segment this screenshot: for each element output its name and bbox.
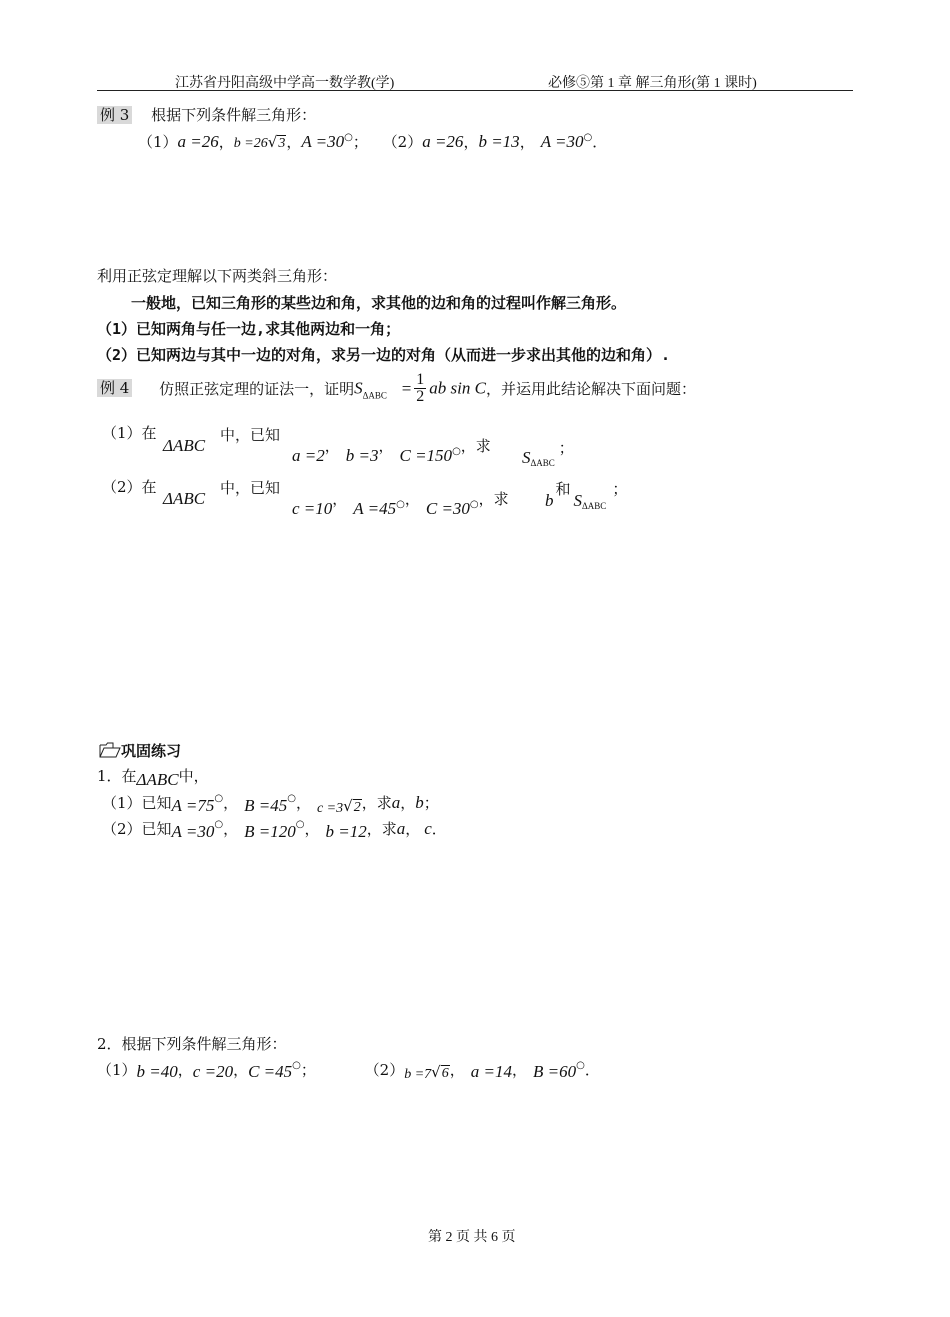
fraction-numerator: 1 (416, 371, 425, 388)
degree-icon: ○ (295, 819, 305, 830)
page-number: 第 2 页 共 6 页 (428, 1230, 516, 1245)
example4-q1-given: 中，已知 (220, 426, 281, 444)
example4-q1-S: S (522, 448, 531, 467)
example4-S-sub: ΔABC (362, 390, 387, 401)
example4-formula-rest: ab sin C (429, 378, 486, 398)
example4-q2-triangle: ΔABC (163, 489, 206, 508)
practice-ex1-p1-find: ，求 (361, 794, 392, 812)
degree-icon: ○ (576, 1060, 585, 1071)
example4-q2-A: A =45 (353, 499, 397, 518)
practice-ex1-tail: 中， (178, 767, 209, 785)
practice-ex2-p1-c: c =20 (192, 1062, 234, 1081)
practice-ex1-p1-t1: a (391, 793, 401, 812)
practice-ex2-prompt: 2．根据下列条件解三角形： (97, 1035, 287, 1053)
example4-q1-b: b =3 (345, 446, 379, 465)
practice-ex1-lead: 1．在 (97, 767, 137, 785)
example4-tag: 例 4 (97, 379, 132, 397)
example4-q2-values: c =10， A =45○， C =30○，求 (292, 490, 509, 518)
example4-q2-and: 和 (555, 480, 571, 498)
practice-ex2-p2-a: a =14 (470, 1062, 512, 1081)
example3-p1-label: （1） (138, 133, 178, 151)
degree-icon: ○ (344, 132, 353, 143)
practice-ex1-p1-label: （1）已知 (102, 794, 172, 812)
practice-ex1-p2-find: ，求 (366, 820, 397, 838)
practice-ex1-p1-c-root: 2 (353, 800, 361, 815)
example4-q1-S-sub: ΔABC (530, 458, 555, 468)
example4-prompt-before: 仿照正弦定理的证法一，证明 (159, 380, 355, 398)
example4-q2-S-sub: ΔABC (582, 501, 607, 511)
sine-law-case2: （2）已知两边与其中一边的对角，求另一边的对角（从而进一步求出其他的边和角）. (97, 346, 671, 364)
example4-q1-triangle: ΔABC (163, 436, 206, 455)
example4-S: S (354, 378, 363, 398)
practice-ex2-p1-b: b =40 (136, 1062, 178, 1081)
practice-ex2-p2-b: b =7 (404, 1067, 432, 1082)
practice-ex1-p1-A: A =75 (171, 796, 215, 815)
degree-icon: ○ (469, 499, 479, 510)
example3-heading (97, 104, 316, 125)
practice-ex1-p2-A: A =30 (171, 822, 215, 841)
practice-ex1-triangle: ΔABC (136, 770, 179, 789)
example4-q1-values: a =2， b =3， C =150○，求 (292, 437, 491, 465)
practice-ex1-p2-label: （2）已知 (102, 820, 172, 838)
practice-ex1-p2: （2）已知A =30○， B =120○， b =12，求a， c． (102, 819, 447, 841)
practice-ex2-p1-label: （1） (97, 1061, 137, 1079)
header-right: 必修⑤第 1 章 解三角形(第 1 课时) (548, 76, 757, 91)
practice-ex2-p2-label: （2） (364, 1061, 405, 1079)
example4-q2-line (220, 477, 280, 498)
example4-q1-label: （1）在 (102, 424, 157, 442)
practice-ex1-p1-c: c =3 (316, 801, 344, 816)
example3-p1-A: A =30 (301, 132, 345, 151)
degree-icon: ○ (287, 793, 296, 804)
sine-law-intro: 利用正弦定理解以下两类斜三角形： (97, 267, 338, 285)
fraction-denominator: 2 (416, 388, 425, 405)
practice-ex2-p2-b-root: 6 (441, 1066, 449, 1081)
sqrt-icon: √ (267, 133, 278, 151)
example4-q2-target: b和$S_{\Delta ABC}$； (545, 480, 628, 511)
example3-prompt: 根据下列条件解三角形： (151, 106, 317, 124)
sine-law-case1: （1）已知两角与任一边,求其他两边和一角； (97, 320, 401, 338)
practice-ex1-lead-line (97, 765, 209, 789)
example3-p2-a: a =26 (422, 132, 464, 151)
practice-ex1-p1: （1）已知A =75○， B =45○， c =3√2，求a，b； (102, 793, 439, 816)
example4-q1-find: ，求 (460, 437, 491, 455)
degree-icon: ○ (452, 446, 461, 457)
practice-ex2-p1-C: C =45 (248, 1062, 293, 1081)
degree-icon: ○ (396, 499, 405, 510)
example4-prompt-after: ，并运用此结论解决下面问题： (485, 380, 696, 398)
practice-title: 巩固练习 (121, 742, 182, 760)
example3-parts: （1）a =26，b =26√3，A =30○； （2）a =26，b =13， A =30○． (138, 132, 608, 151)
equals-sign: = (401, 378, 412, 398)
sine-law-definition: 一般地，已知三角形的某些边和角，求其他的边和角的过程叫作解三角形。 (131, 294, 627, 312)
practice-ex1-p1-t2: b (415, 793, 424, 812)
example4-q2-given: 中，已知 (220, 479, 281, 497)
example4-heading (97, 372, 696, 405)
practice-ex2-p2-B: B =60 (533, 1062, 577, 1081)
example4-q1-C: C =150 (399, 446, 453, 465)
example4-q2-S: S (573, 491, 583, 510)
degree-icon: ○ (214, 793, 224, 804)
example4-q1-target: $S_{\Delta ABC}$； (522, 439, 574, 468)
example3-p1-b-root: 3 (278, 136, 286, 151)
degree-icon: ○ (292, 1060, 301, 1071)
practice-ex1-p2-B: B =120 (244, 822, 296, 841)
sqrt-icon: √ (343, 797, 353, 815)
example3-p2-label: （2） (382, 133, 423, 151)
practice-ex1-p2-t1: a (396, 819, 406, 838)
header-left: 江苏省丹阳高级中学高一数学教(学) (175, 76, 395, 91)
degree-icon: ○ (214, 819, 224, 830)
practice-heading (99, 740, 181, 761)
example3-p1-a: a =26 (177, 132, 219, 151)
example4-q2-C: C =30 (425, 499, 470, 518)
example3-p2-b: b =13 (478, 132, 520, 151)
degree-icon: ○ (583, 132, 593, 143)
example4-q2-c: c =10 (292, 499, 333, 518)
example4-q1-a: a =2 (292, 446, 325, 465)
example3-p1-b: b =26 (233, 136, 268, 151)
sqrt-icon: √ (431, 1063, 441, 1081)
example4-q2-label: （2）在 (102, 478, 157, 496)
example4-q2-b: b (545, 491, 554, 510)
example3-tag: 例 3 (97, 106, 132, 124)
folder-icon (99, 742, 121, 758)
practice-ex1-p2-t2: c (424, 819, 432, 838)
practice-ex2-parts: （1）b =40，c =20，C =45○； （2）b =7√6， a =14， B =60○． (97, 1060, 600, 1082)
example4-fraction (414, 372, 426, 405)
practice-ex1-p1-B: B =45 (244, 796, 288, 815)
header-divider (97, 90, 853, 91)
example3-p2-A: A =30 (540, 132, 584, 151)
example4-q2-find: ，求 (478, 490, 509, 508)
example4-q1-line (220, 424, 280, 445)
practice-ex1-p2-b: b =12 (325, 822, 367, 841)
